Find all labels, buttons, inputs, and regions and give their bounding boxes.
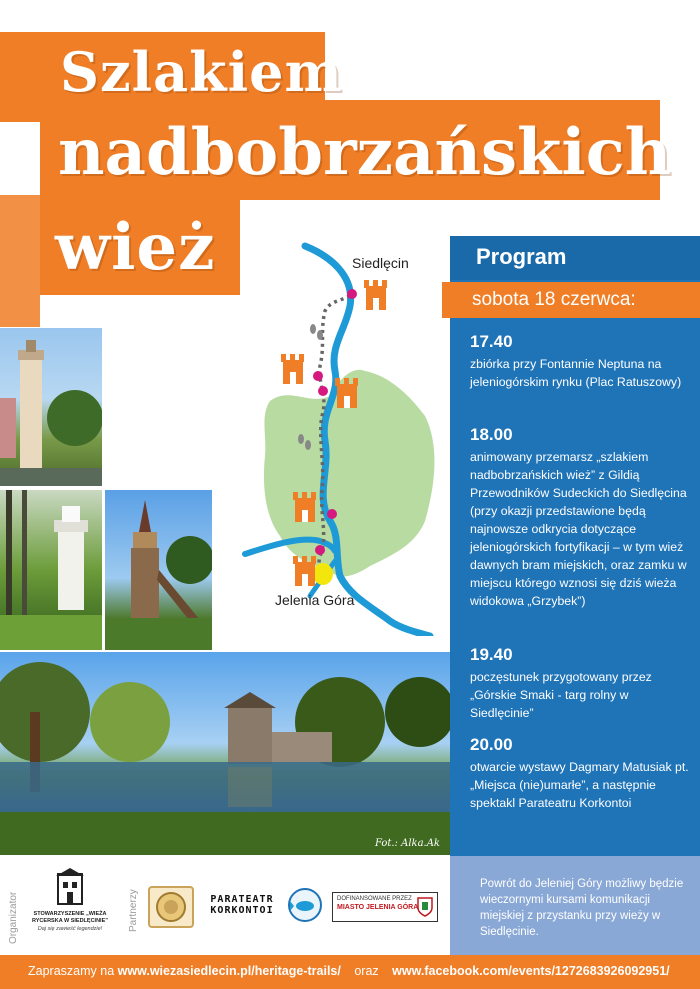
program-heading: Program xyxy=(450,236,700,280)
marker-siedlecin xyxy=(347,289,357,299)
organizer-label: Organizator xyxy=(8,891,19,944)
map-label-siedlecin: Siedlęcin xyxy=(352,255,409,271)
event-time: 17.40 xyxy=(470,332,513,351)
photo-white-tower xyxy=(0,490,102,650)
funding-line-1: DOFINANSOWANE PRZEZ xyxy=(337,896,412,902)
footer-bar xyxy=(0,955,700,989)
funding-box xyxy=(332,892,438,922)
title-line-3: wież xyxy=(55,210,216,285)
trail-map xyxy=(240,236,450,636)
marker-mid-2 xyxy=(318,386,328,396)
event-4 xyxy=(470,735,692,812)
footer-site-link[interactable]: www.wiezasiedlecin.pl/heritage-trails/ xyxy=(117,964,341,978)
tower-icon-2 xyxy=(281,354,304,384)
partner-logo-seal xyxy=(148,886,194,928)
event-time: 19.40 xyxy=(470,645,513,664)
tower-logo-icon xyxy=(52,868,88,906)
tower-icon-4 xyxy=(293,492,316,522)
parateatr-line-1: PARATEATR xyxy=(210,894,274,905)
marker-mid-3 xyxy=(327,509,337,519)
photo-wooden-tower xyxy=(105,490,212,650)
event-desc: poczęstunek przygotowany przez „Górskie Smaki - targ rolny w Siedlęcinie” xyxy=(470,670,652,720)
footprints-1 xyxy=(310,324,323,340)
fish-icon xyxy=(290,890,320,920)
event-1 xyxy=(470,332,692,391)
partners-label: Partnerzy xyxy=(128,889,139,932)
funding-line-2: MIASTO JELENIA GÓRA xyxy=(337,904,419,911)
marker-start xyxy=(313,563,333,585)
footer-or: oraz xyxy=(354,964,379,978)
marker-mid-1 xyxy=(313,371,323,381)
organizer-motto: Daj się zawieść legendzie! xyxy=(37,926,103,932)
map-label-jelenia-gora: Jelenia Góra xyxy=(275,592,355,608)
tower-icon-1 xyxy=(364,280,387,310)
photo-tower-town xyxy=(0,328,102,486)
event-desc: otwarcie wystawy Dagmary Matusiak pt. „Miejsca (nie)umarłe”, a następnie spektakl Parateatru Korkontoi xyxy=(470,760,689,810)
marker-jelenia xyxy=(315,545,325,555)
event-2 xyxy=(470,425,692,610)
title-line-1: Szlakiem xyxy=(60,40,343,104)
organizer-logo xyxy=(30,868,110,948)
seal-icon xyxy=(150,888,192,926)
photo-river-castle xyxy=(0,652,450,855)
tower-icon-3 xyxy=(335,378,358,408)
footer-facebook-link[interactable]: www.facebook.com/events/1272683926092951/ xyxy=(392,964,670,978)
event-desc: zbiórka przy Fontannie Neptuna na jeleniogórskim rynku (Plac Ratuszowy) xyxy=(470,357,682,389)
partner-logo-circle xyxy=(288,888,322,922)
parateatr-line-2: KORKONTOI xyxy=(210,905,274,916)
title-line-2: nadbobrzańskich xyxy=(58,115,672,190)
footer-invite: Zapraszamy na xyxy=(28,964,115,978)
organizer-name: STOWARZYSZENIE „WIEŻA RYCERSKA W SIEDLĘCINIE” xyxy=(32,911,108,924)
event-desc: animowany przemarsz „szlakiem nadbobrzańskich wież” z Gildią Przewodników Sudeckich do Siedlęcina (przy okazji przedstawione będą najnowsze odkrycia dotyczące jeleniogórskich fortyfikacji – w tym wież dawnych bram miejskich, oraz zamku w miejscu którego wznosi się dziś wieża widokowa „Grzybek”) xyxy=(470,450,687,608)
event-3 xyxy=(470,645,692,722)
tower-icon-5 xyxy=(293,556,316,586)
event-time: 18.00 xyxy=(470,425,513,444)
partner-logo-parateatr xyxy=(208,894,276,916)
city-crest-icon xyxy=(417,897,433,917)
photo-credit: Fot.: Alka.Ak xyxy=(374,838,440,849)
event-time: 20.00 xyxy=(470,735,513,754)
return-note: Powrót do Jeleniej Góry możliwy będzie wieczornymi kursami komunikacji miejskiej z przystanku przy wieży w Siedlęcinie. xyxy=(450,856,700,956)
program-date: sobota 18 czerwca: xyxy=(442,282,700,318)
title-bg-left-strip xyxy=(0,195,40,327)
